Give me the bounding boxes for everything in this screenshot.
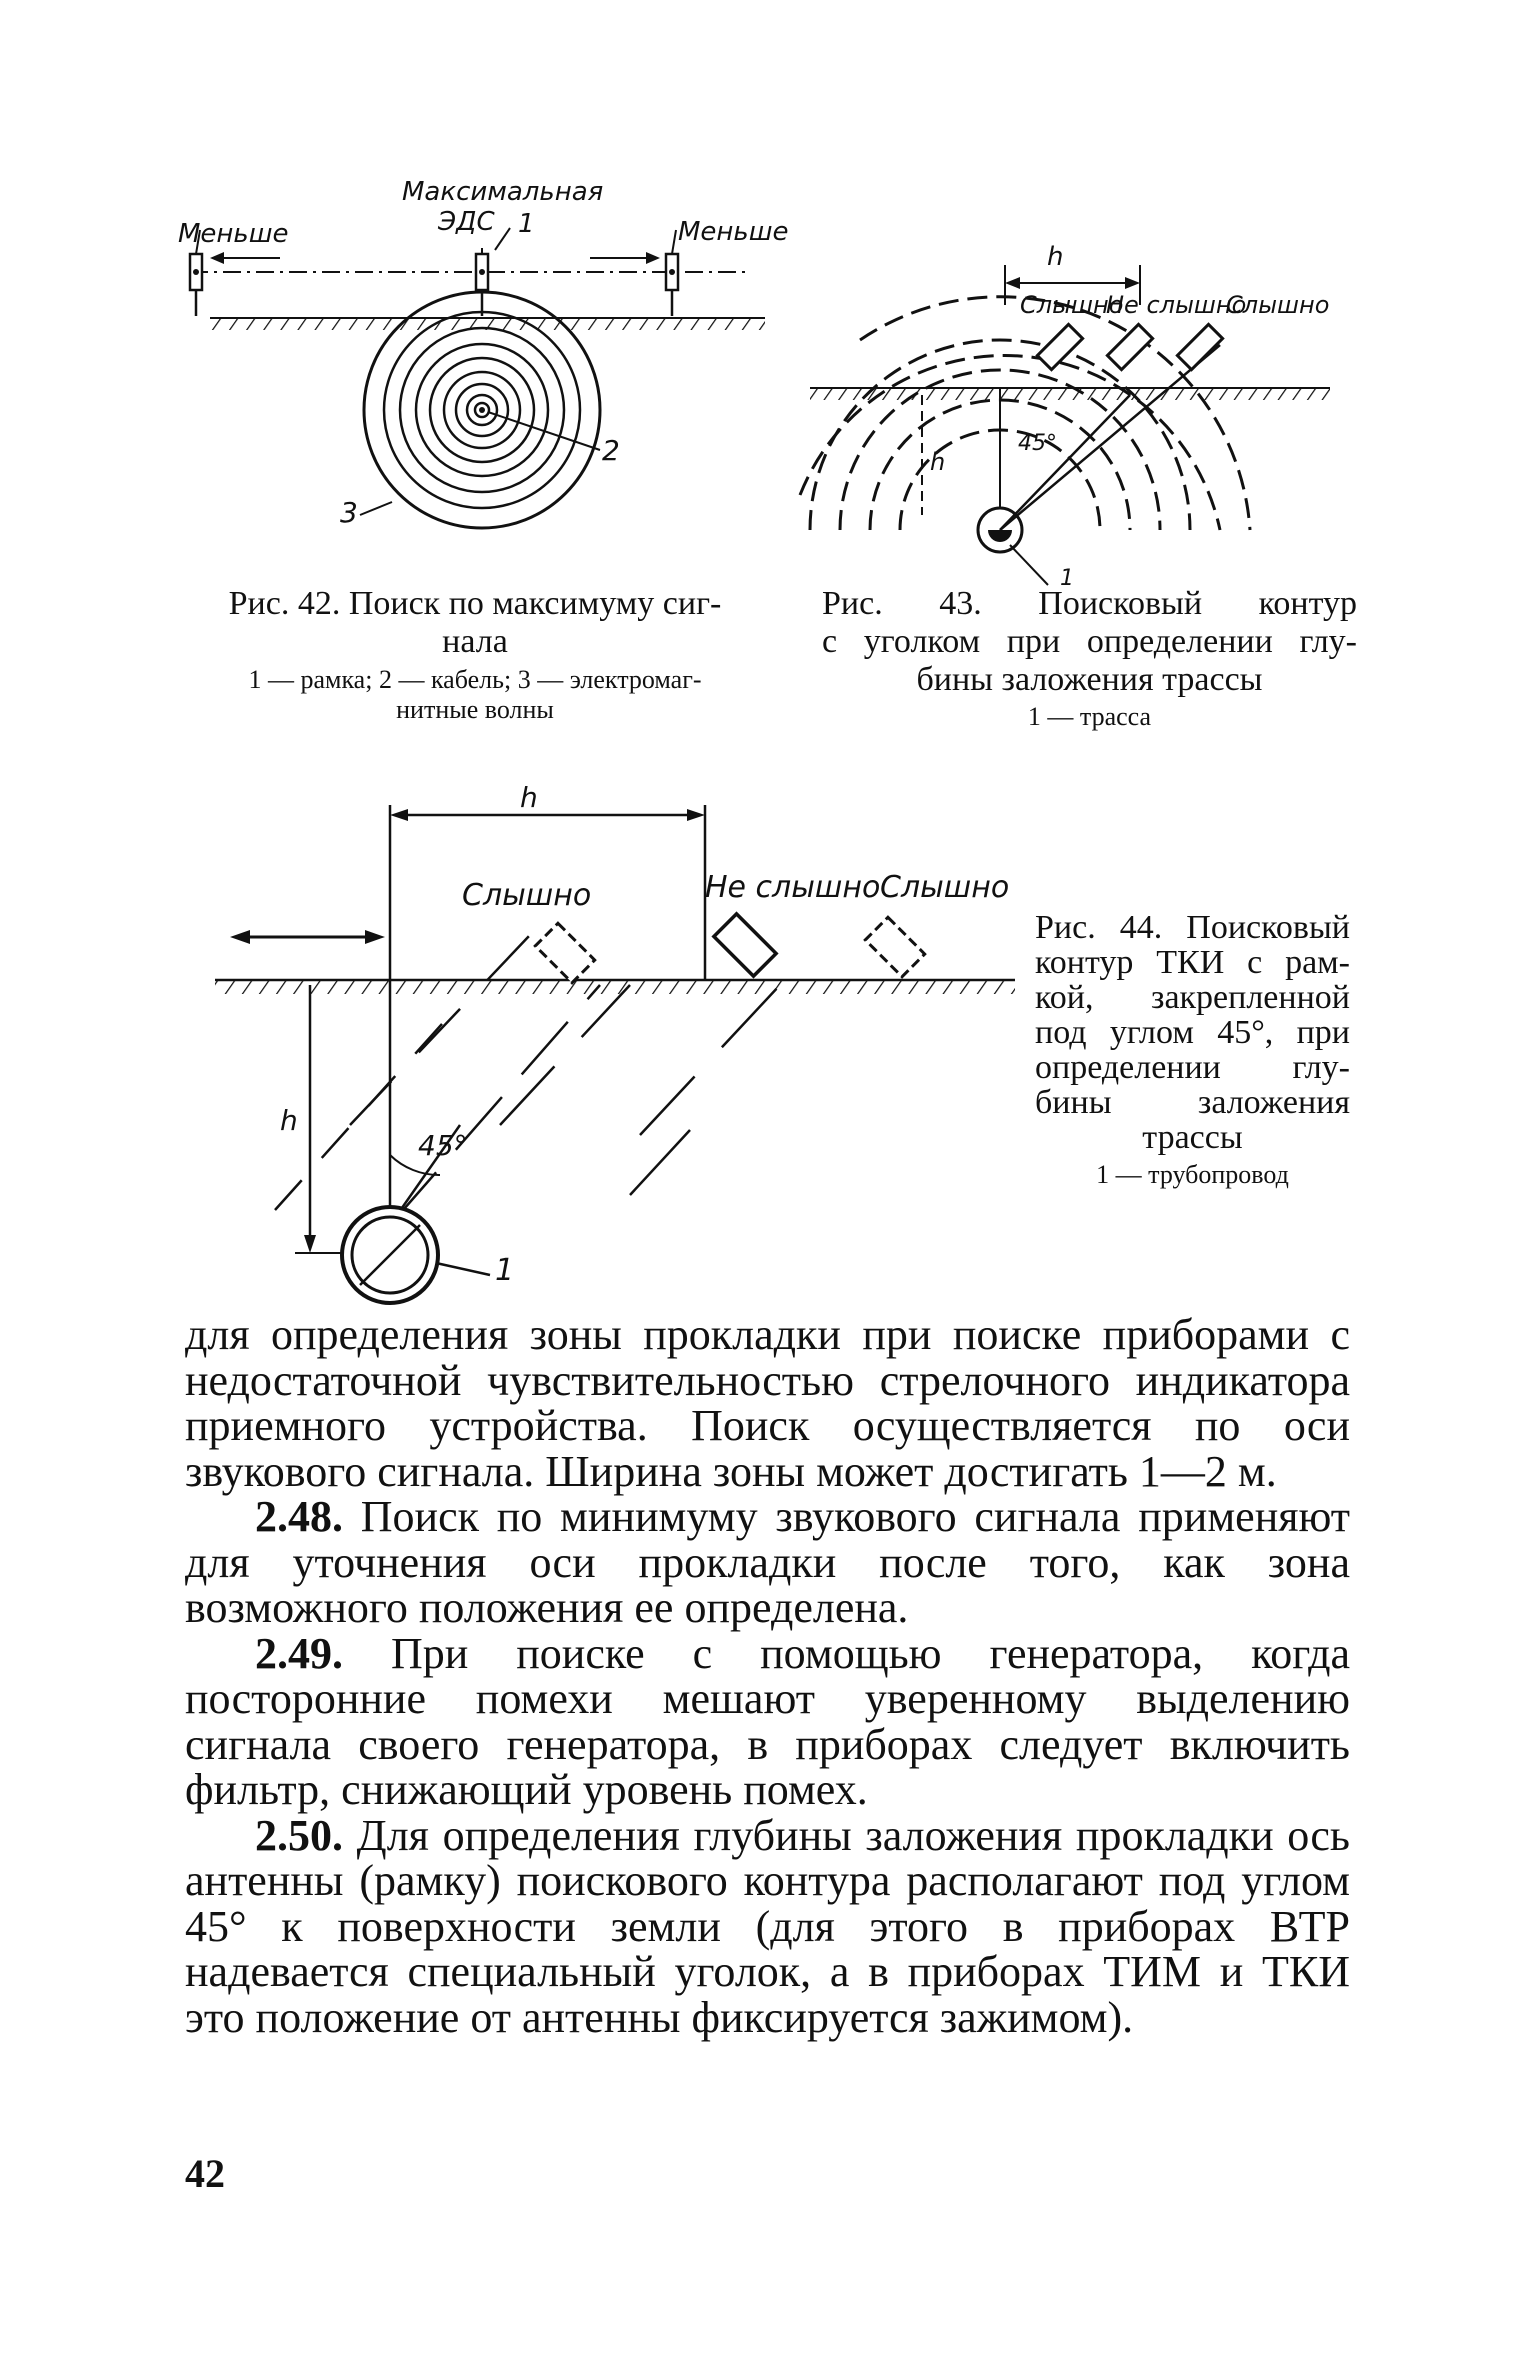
fig43-caption-line: бины заложения трассы <box>916 661 1263 698</box>
paragraph-text: Поиск по минимуму звукового сигнала применяют для уточнения оси прокладки после того, как зона возможного положения ее определена. <box>185 1492 1350 1632</box>
section-number: 2.50. <box>255 1810 343 1860</box>
cable-dot <box>479 407 485 413</box>
antenna-3 <box>865 917 924 976</box>
label-1: 1 <box>495 1253 515 1288</box>
section-number: 2.49. <box>255 1628 343 1678</box>
label-audible-1: Слышно <box>1020 291 1124 319</box>
antenna-2 <box>714 914 776 976</box>
antenna-1 <box>1037 324 1082 369</box>
fig44-caption-line: трассы <box>1142 1119 1243 1156</box>
figure-42 <box>170 170 789 590</box>
fig44-caption-line: определении глу- <box>1035 1049 1350 1086</box>
label-2: 2 <box>602 434 620 467</box>
label-1: 1 <box>518 209 535 239</box>
label-h-top: h <box>520 781 538 814</box>
frame-center <box>476 254 488 316</box>
label-less-left: Меньше <box>178 219 289 249</box>
label-audible-1: Слышно <box>462 878 592 913</box>
label-audible-2: Слышно <box>1226 291 1330 319</box>
fig44-caption-line: под углом 45°, при <box>1035 1014 1350 1051</box>
label-depth: h <box>280 1104 298 1137</box>
fig42-caption-line: нала <box>442 623 508 660</box>
paragraph-text: Для определения глубины заложения прокладки ось антенны (рамку) поискового контура располагают под углом 45° к поверхности земли (для этого в приборах ВТР надевается специальный уголок, а в приборах ТИМ и ТКИ это положение от антенны фиксируется зажимом). <box>185 1810 1350 2042</box>
paragraph-2-50 <box>185 1810 1350 2042</box>
fig44-caption-line: бины заложения <box>1035 1084 1350 1121</box>
page-number: 42 <box>185 2151 225 2196</box>
antenna-2 <box>1107 324 1152 369</box>
frame-left <box>190 254 202 316</box>
fig44-legend: 1 — трубопровод <box>1096 1160 1289 1189</box>
label-maximal: Максимальная <box>402 177 604 207</box>
fig42-caption <box>180 585 770 661</box>
label-inaudible: Не слышно <box>705 870 881 905</box>
fig44-caption-line: Рис. 44. Поисковый <box>1035 909 1350 946</box>
fig42-legend-line: нитные волны <box>396 695 554 724</box>
fig44-caption-line: кой, закрепленной <box>1035 979 1350 1016</box>
fig42-legend-line: 1 — рамка; 2 — кабель; 3 — электромаг- <box>248 665 702 694</box>
figure-43 <box>800 242 1360 591</box>
label-audible-2: Слышно <box>880 870 1010 905</box>
wave-arcs <box>800 297 1250 530</box>
label-1: 1 <box>1060 566 1074 591</box>
label-inaudible: Не слышно <box>1106 291 1247 319</box>
label-h-top: h <box>1047 242 1064 272</box>
paragraph-2-49 <box>185 1628 1350 1814</box>
fig44-caption <box>1035 910 1350 1155</box>
paragraph-text: При поиске с помощью генератора, когда посторонние помехи мешают уверенному выделению сигнала своего генератора, в приборах следует включить фильтр, снижающий уровень помех. <box>185 1628 1350 1814</box>
label-3: 3 <box>340 496 358 529</box>
fig43-caption-line: Рис. 43. Поисковый контур <box>822 585 1357 622</box>
label-less-right: Меньше <box>678 217 789 247</box>
paragraph: для определения зоны прокладки при поиске приборами с недостаточной чувствительностью стрелочного индикатора приемного устройства. Поиск осуществляется по оси звукового сигнала. Ширина зоны может достигать 1—2 м. <box>185 1310 1350 1496</box>
antenna-3 <box>1177 324 1222 369</box>
label-angle: 45° <box>1018 431 1057 456</box>
label-angle: 45° <box>418 1129 468 1162</box>
figure-44 <box>200 781 1030 1305</box>
antenna-1 <box>535 923 594 982</box>
ground-hatch <box>810 388 1330 400</box>
body-text <box>185 1312 1350 2040</box>
label-emf: ЭДС <box>438 207 495 237</box>
fig43-legend: 1 — трасса <box>1027 702 1152 731</box>
section-number: 2.48. <box>255 1492 343 1541</box>
ground-hatch <box>215 980 1015 994</box>
fig43-caption <box>822 585 1357 699</box>
fig42-legend <box>180 665 770 725</box>
pipe <box>342 1207 490 1303</box>
fig43-caption-line: с уголком при определении глу- <box>822 623 1357 660</box>
frame-right <box>666 254 678 316</box>
fig42-caption-line: Рис. 42. Поиск по максимуму сиг- <box>228 585 722 622</box>
label-depth: h <box>930 448 946 476</box>
fig44-caption-line: контур ТКИ с рам- <box>1035 944 1350 981</box>
paragraph-2-48 <box>185 1494 1350 1631</box>
